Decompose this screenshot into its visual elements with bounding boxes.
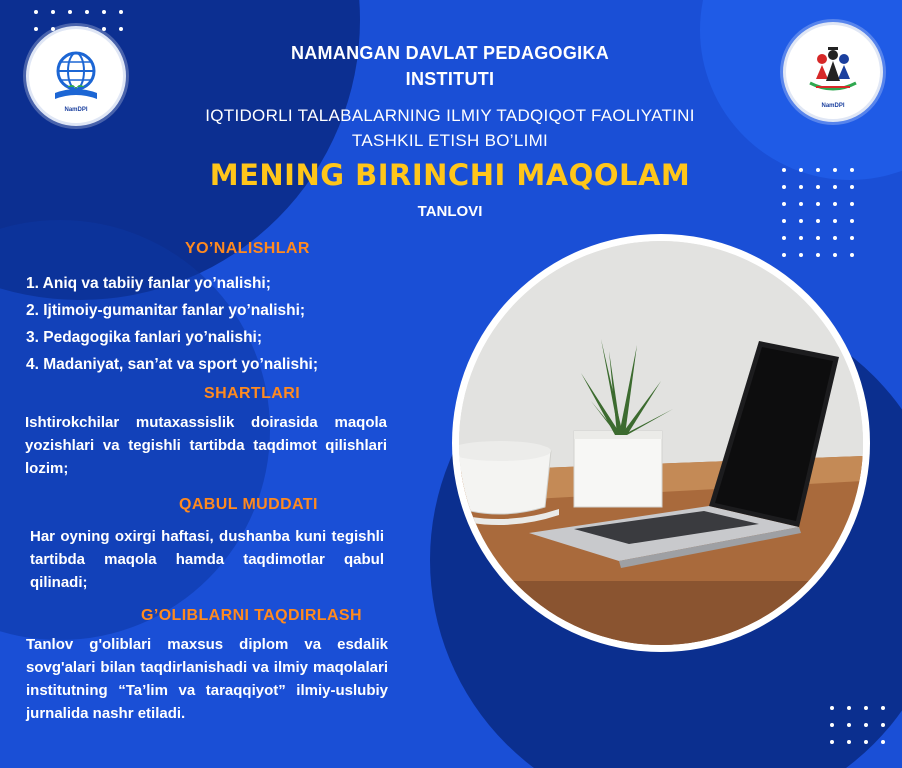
globe-book-emblem-icon	[26, 26, 126, 126]
photo-frame	[452, 234, 870, 652]
laptop-plant-cup-photo	[459, 241, 863, 645]
institute-name-line2: INSTITUTI	[405, 69, 495, 89]
department-name	[150, 103, 750, 153]
directions-heading: YO’NALISHLAR	[185, 240, 310, 257]
department-name-line1: IQTIDORLI TALABALARNING ILMIY TADQIQOT FAOLIYATINI	[205, 106, 695, 125]
contest-subtitle: TANLOVI	[417, 203, 483, 220]
list-item: 3. Pedagogika fanlari yo’nalishi;	[26, 329, 263, 346]
conditions-text: Ishtirokchilar mutaxassislik doirasida maqola yozishlari va tegishli tartibda taqdimot qilishlari lozim;	[25, 414, 387, 477]
deadline-text: Har oyning oxirgi haftasi, dushanba kuni tegishli tartibda maqola hamda taqdimotlar qabul qilinadi;	[30, 528, 384, 591]
list-item: 2. Ijtimoiy-gumanitar fanlar yo’nalishi;	[26, 302, 306, 319]
institute-name	[150, 40, 750, 92]
department-name-line2: TASHKIL ETISH BO’LIMI	[351, 131, 549, 150]
list-item: 4. Madaniyat, san’at va sport yo’nalishi;	[26, 356, 319, 373]
conditions-heading: SHARTLARI	[204, 385, 301, 402]
globe-icon	[45, 47, 107, 105]
awards-text: Tanlov g'oliblari maxsus diplom va esdalik sovg'alari bilan taqdirlanishadi va ilmiy maqolalari institutning “Ta’lim va taraqqiyot” ilmiy-uslubiy jurnalida nashr etiladi.	[26, 636, 388, 722]
institute-name-line1: NAMANGAN DAVLAT PEDAGOGIKA	[290, 43, 610, 63]
list-item: 1. Aniq va tabiiy fanlar yo’nalishi;	[26, 275, 271, 292]
laptop-scene-icon	[459, 241, 863, 645]
graduates-emblem-icon	[783, 22, 883, 122]
graduates-icon	[802, 43, 864, 101]
logo-label: NamDPI	[821, 103, 845, 109]
directions-list	[26, 270, 318, 378]
dot-pattern	[830, 706, 885, 744]
deadline-heading: QABUL MUDDATI	[179, 496, 318, 513]
contest-title: MENING BIRINCHI MAQOLAM	[209, 158, 691, 192]
logo-label: NamDPI	[64, 107, 88, 113]
awards-heading: G’OLIBLARNI TAQDIRLASH	[141, 607, 362, 624]
